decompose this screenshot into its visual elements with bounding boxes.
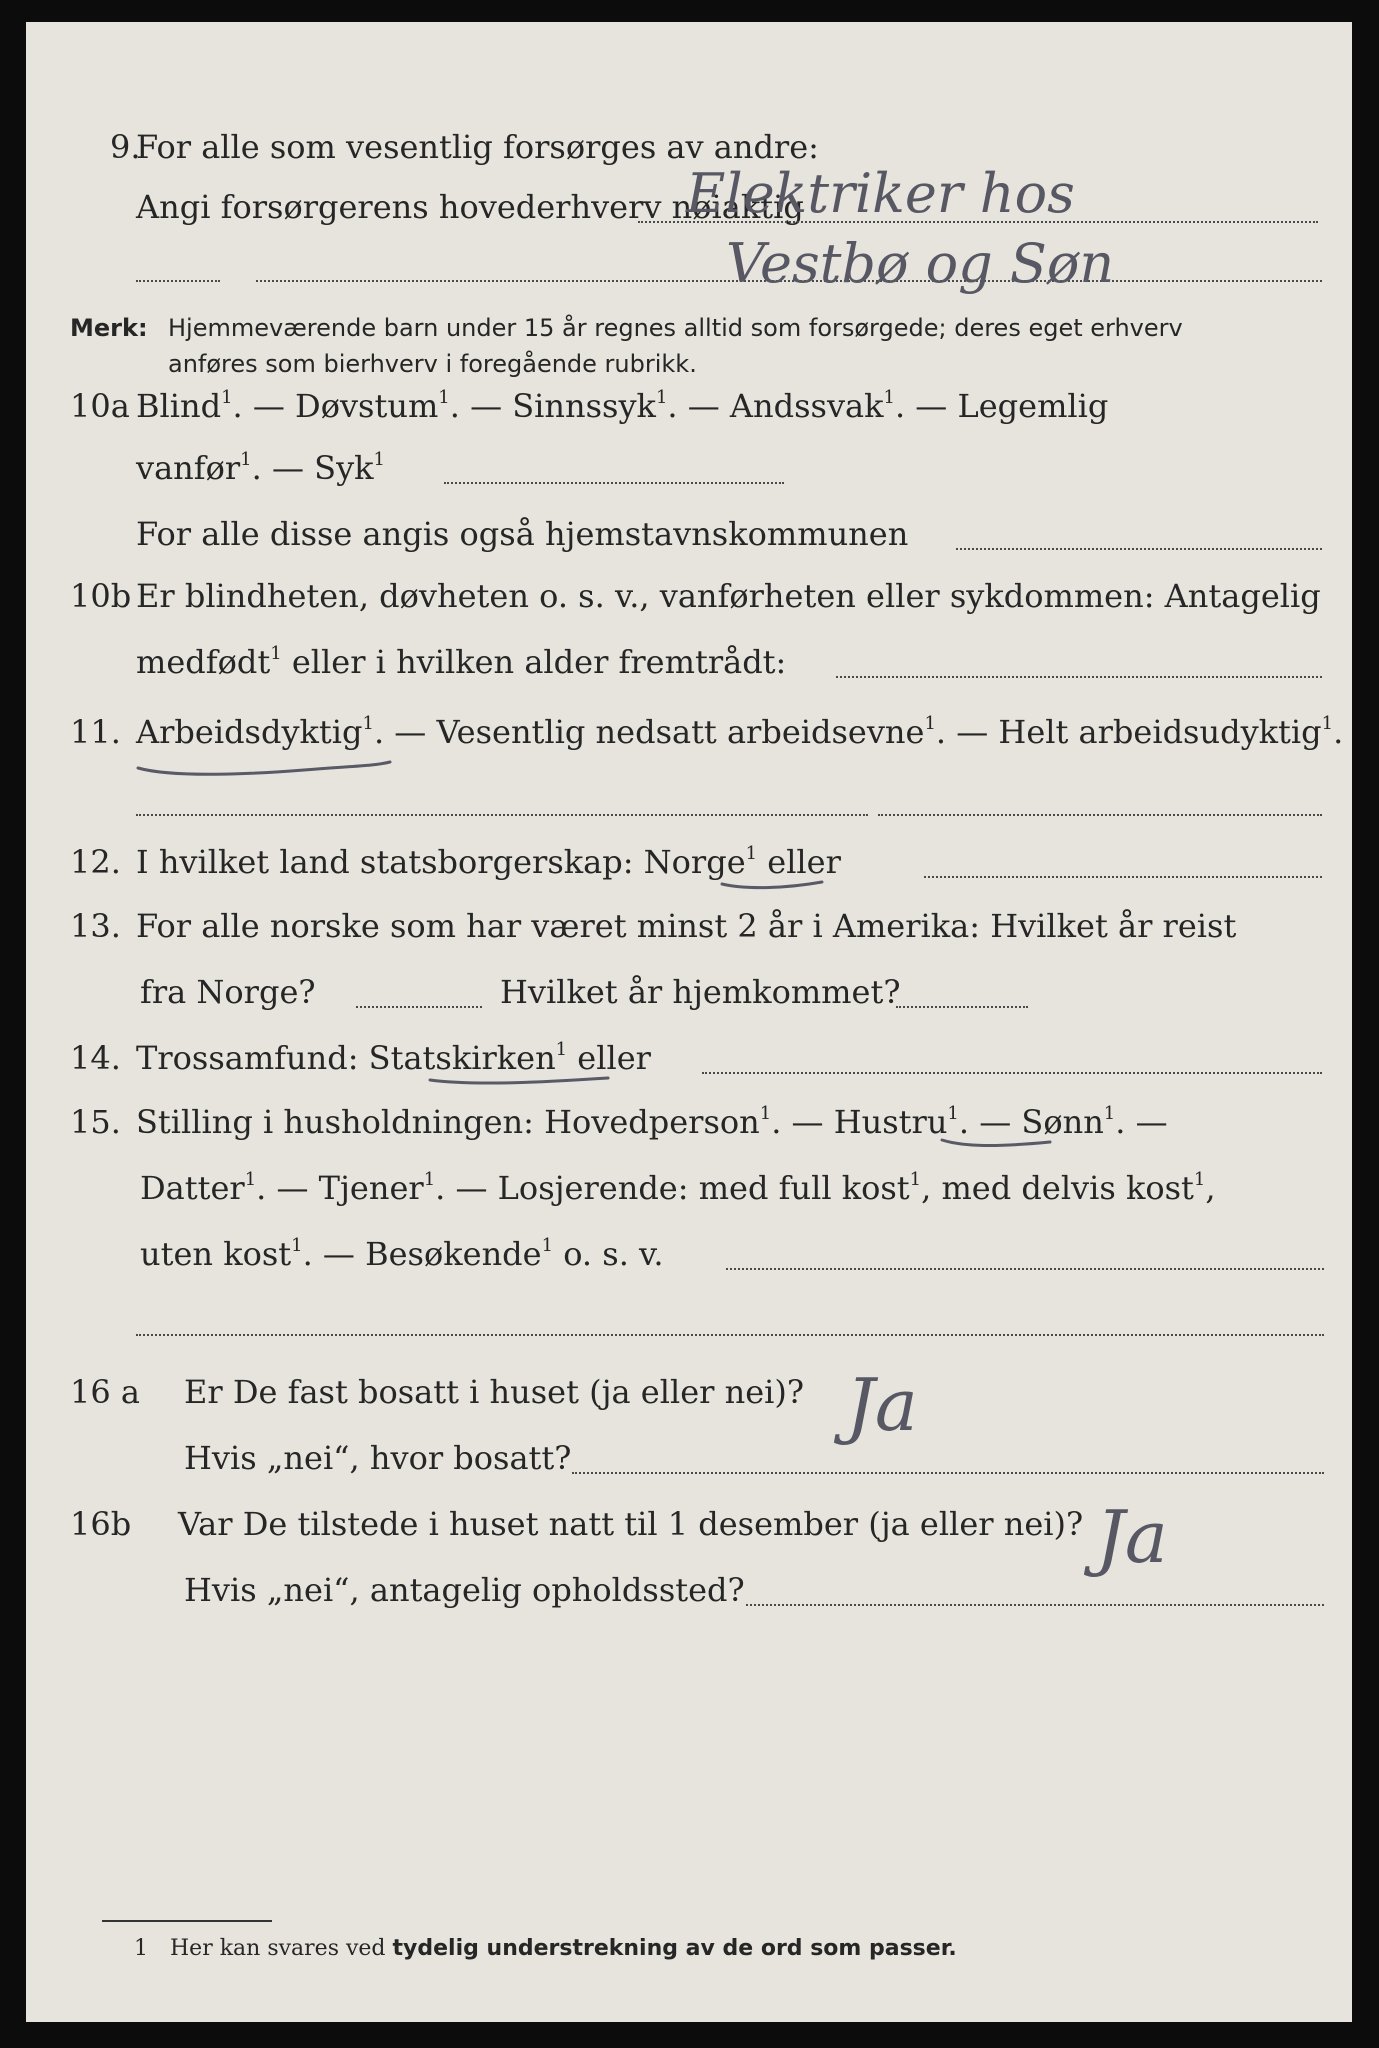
footnote-marker: 1 xyxy=(134,1936,148,1961)
q15-besokende[interactable]: . — Besøkende xyxy=(302,1235,542,1273)
q12-eller: eller xyxy=(757,843,841,881)
q10a-line1 xyxy=(26,384,1352,428)
q12-number: 12. xyxy=(70,843,121,881)
q16b-answer-line[interactable] xyxy=(746,1604,1324,1606)
q16a-text-line1: Er De fast bosatt i huset (ja eller nei)? xyxy=(184,1373,805,1411)
q10a-vanfor[interactable]: vanfør xyxy=(136,449,241,487)
q10b-number: 10b xyxy=(70,577,132,615)
q15-sup: 1 xyxy=(244,1169,257,1190)
q10a-text-line3: For alle disse angis også hjemstavnskommunen xyxy=(136,515,909,553)
footnote-text-a: Her kan svares ved xyxy=(170,1936,393,1961)
q13-text-reist: fra Norge? xyxy=(140,973,316,1011)
q13-text-line1: For alle norske som har været minst 2 år i Amerika: Hvilket år reist xyxy=(136,907,1237,945)
q15-hovedperson[interactable]: Stilling i husholdningen: Hovedperson xyxy=(136,1103,760,1141)
census-form-page xyxy=(26,22,1352,2022)
merk-label: Merk: xyxy=(70,314,148,342)
q9-line3 xyxy=(26,244,1352,288)
q10a-sup: 1 xyxy=(373,449,385,470)
q15-number: 15. xyxy=(70,1103,121,1141)
q10b-line1 xyxy=(26,574,1352,618)
merk-text-line1: Hjemmeværende barn under 15 år regnes alltid som forsørgede; deres eget erhverv xyxy=(168,314,1183,342)
q15-answer-line2[interactable] xyxy=(136,1334,1324,1336)
q16a-number: 16 a xyxy=(70,1373,140,1411)
q15-dash: . — xyxy=(1115,1103,1168,1141)
q15-sup: 1 xyxy=(1193,1169,1206,1190)
q15-sup: 1 xyxy=(541,1235,554,1256)
q16a-text-line2: Hvis „nei“, hvor bosatt? xyxy=(184,1439,572,1477)
q9-answer-line1[interactable] xyxy=(638,221,1318,223)
q16a-answer-text: Ja xyxy=(846,1363,918,1447)
footnote-rule xyxy=(102,1920,272,1922)
q15-delvis-kost[interactable]: , med delvis kost xyxy=(921,1169,1194,1207)
q11-sup: 1 xyxy=(362,713,374,734)
q11-arbeidsdyktig[interactable]: Arbeidsdyktig xyxy=(136,713,363,751)
q10a-line2 xyxy=(26,446,1352,490)
q15-sonn[interactable]: . — Sønn xyxy=(958,1103,1104,1141)
q15-line4 xyxy=(26,1298,1352,1342)
q14-statskirken[interactable]: Statskirken xyxy=(368,1039,556,1077)
q9-text-line1: For alle som vesentlig forsørges av andre: xyxy=(136,128,819,166)
q13-answer-reist[interactable] xyxy=(356,1006,482,1008)
footnote-text-b: tydelig understrekning av de ord som passer. xyxy=(392,1936,957,1961)
q15-line2 xyxy=(26,1166,1352,1210)
q16b-text-line1: Var De tilstede i huset natt til 1 desember (ja eller nei)? xyxy=(178,1505,1084,1543)
q11-number: 11. xyxy=(70,713,121,751)
q16a-answer-line[interactable] xyxy=(572,1472,1324,1474)
q12-sup: 1 xyxy=(745,843,758,864)
q9-line1 xyxy=(26,125,1352,169)
q9-answer-line2a[interactable] xyxy=(136,280,220,282)
q10a-sinnssyk[interactable]: . — Sinnssyk xyxy=(449,387,656,425)
q12-text: I hvilket land statsborgerskap: xyxy=(136,843,634,881)
q10a-blind[interactable]: Blind xyxy=(136,387,222,425)
q10a-sup: 1 xyxy=(240,449,252,470)
q15-line3 xyxy=(26,1232,1352,1276)
q12-norge[interactable]: Norge xyxy=(643,843,746,881)
q14-line xyxy=(26,1036,1352,1080)
q12-line xyxy=(26,840,1352,884)
q11-line1 xyxy=(26,710,1352,754)
q13-number: 13. xyxy=(70,907,121,945)
q10a-sup: 1 xyxy=(883,387,895,408)
q14-sup: 1 xyxy=(555,1039,568,1060)
q10a-sup: 1 xyxy=(221,387,233,408)
q10a-legemlig[interactable]: . — Legemlig xyxy=(894,387,1109,425)
q15-sup: 1 xyxy=(759,1103,772,1124)
q10a-number: 10a xyxy=(70,387,130,425)
q13-line1 xyxy=(26,904,1352,948)
q15-answer-line1[interactable] xyxy=(726,1268,1324,1270)
q10a-sup: 1 xyxy=(438,387,450,408)
q10a-dovstum[interactable]: . — Døvstum xyxy=(232,387,439,425)
q11-end: . xyxy=(1333,713,1344,751)
q11-nedsatt[interactable]: . — Vesentlig nedsatt arbeidsevne xyxy=(373,713,925,751)
q10b-medfodt[interactable]: medfødt xyxy=(136,643,271,681)
q16a-line2 xyxy=(26,1436,1352,1480)
q10a-answer-line1[interactable] xyxy=(444,482,784,484)
q15-comma: , xyxy=(1205,1169,1216,1207)
q15-datter[interactable]: Datter xyxy=(140,1169,245,1207)
q11-sup: 1 xyxy=(924,713,936,734)
merk-text-line2: anføres som bierhverv i foregående rubrikk. xyxy=(168,350,697,378)
q9-number: 9. xyxy=(110,128,141,166)
q10a-syk[interactable]: . — Syk xyxy=(251,449,374,487)
q10b-sup: 1 xyxy=(270,643,282,664)
q9-answer-text1: Elektriker hos xyxy=(686,162,1075,225)
q11-answer-line-b[interactable] xyxy=(878,814,1322,816)
q15-sup: 1 xyxy=(1103,1103,1116,1124)
q10a-answer-line2[interactable] xyxy=(956,548,1322,550)
q15-sup: 1 xyxy=(291,1235,303,1256)
q9-line2 xyxy=(26,185,1352,229)
q16a-line1 xyxy=(26,1370,1352,1414)
q10a-line3 xyxy=(26,512,1352,556)
q10a-andssvak[interactable]: . — Andssvak xyxy=(667,387,884,425)
q12-answer-line[interactable] xyxy=(924,876,1322,878)
q10b-answer-line[interactable] xyxy=(836,676,1322,678)
q15-sup: 1 xyxy=(909,1169,922,1190)
q11-answer-line-a[interactable] xyxy=(136,814,868,816)
q13-text-hjemkommet: Hvilket år hjemkommet? xyxy=(500,973,901,1011)
q16b-text-line2: Hvis „nei“, antagelig opholdssted? xyxy=(184,1571,745,1609)
q10a-sup: 1 xyxy=(655,387,668,408)
q15-tjener[interactable]: . — Tjener xyxy=(256,1169,424,1207)
q9-text-line2: Angi forsørgerens hovederhverv nøiaktig xyxy=(136,188,804,226)
merk-line2 xyxy=(26,342,1352,386)
q10b-line2 xyxy=(26,640,1352,684)
q16b-answer-text: Ja xyxy=(1096,1495,1168,1579)
q11-sup: 1 xyxy=(1321,713,1334,734)
q11-udyktig[interactable]: . — Helt arbeidsudyktig xyxy=(935,713,1322,751)
q15-sup: 1 xyxy=(947,1103,959,1124)
q10b-text-line2: eller i hvilken alder fremtrådt: xyxy=(281,643,787,681)
q14-eller: eller xyxy=(567,1039,651,1077)
q9-answer-text2: Vestbø og Søn xyxy=(726,232,1115,295)
footnote xyxy=(26,1934,1352,1964)
q15-sup: 1 xyxy=(423,1169,436,1190)
q15-osv: o. s. v. xyxy=(553,1235,664,1273)
q9-answer-line2b[interactable] xyxy=(256,280,1322,282)
q13-answer-hjemkommet[interactable] xyxy=(896,1006,1028,1008)
q10b-text-line1: Er blindheten, døvheten o. s. v., vanførheten eller sykdommen: Antagelig xyxy=(136,577,1321,615)
q14-answer-line[interactable] xyxy=(702,1072,1322,1074)
q15-line1 xyxy=(26,1100,1352,1144)
q16b-number: 16b xyxy=(70,1505,132,1543)
q15-hustru[interactable]: . — Hustru xyxy=(771,1103,948,1141)
q11-line2 xyxy=(26,778,1352,822)
q13-line2 xyxy=(26,970,1352,1014)
q14-number: 14. xyxy=(70,1039,121,1077)
q16b-line2 xyxy=(26,1568,1352,1612)
q15-full-kost[interactable]: . — Losjerende: med full kost xyxy=(435,1169,910,1207)
q16b-line1 xyxy=(26,1502,1352,1546)
q14-text: Trossamfund: xyxy=(136,1039,359,1077)
q15-uten-kost[interactable]: uten kost xyxy=(140,1235,292,1273)
